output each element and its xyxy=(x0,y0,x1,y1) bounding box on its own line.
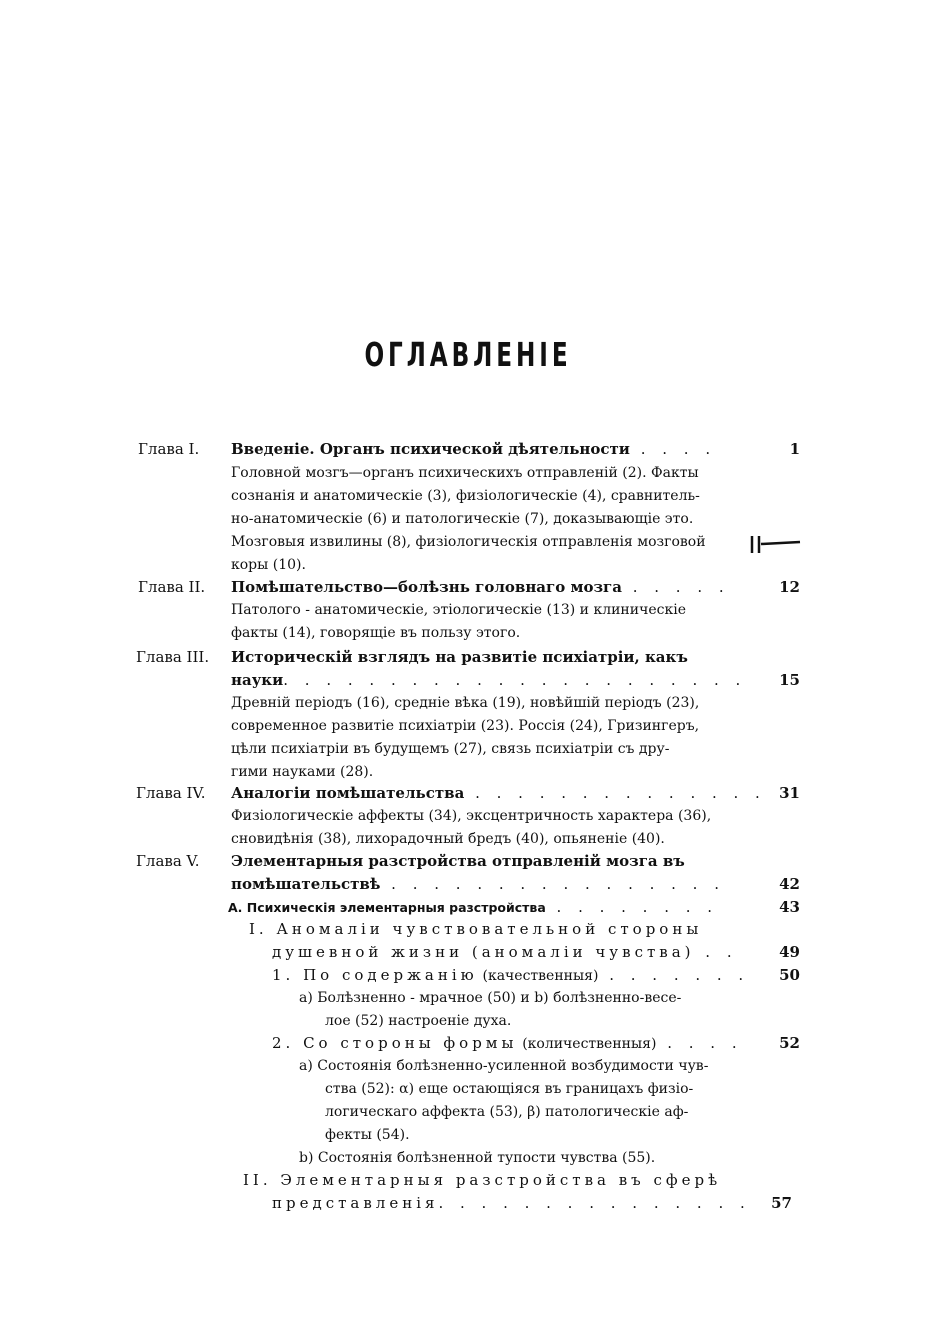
chapter-2-desc-2: факты (14), говорящіе въ пользу этого. xyxy=(231,625,521,641)
chapter-3-desc-2: современное развитіе психіатріи (23). Россія (24), Гризингеръ, xyxy=(231,718,700,734)
item-2-kind: (количественныя) xyxy=(522,1036,657,1052)
section-a xyxy=(228,896,718,919)
item-2-desc-5: b) Состоянія болѣзненной тупости чувства (55). xyxy=(299,1150,656,1166)
chapter-5-title-2: помѣшательствѣ xyxy=(231,875,381,893)
subsection-1-title-2: душевной жизни (аномаліи чувства) xyxy=(272,943,695,961)
item-1-page: 50 xyxy=(779,966,800,984)
chapter-1-desc-5: коры (10). xyxy=(231,557,306,573)
chapter-1-desc-3: но-анатомическіе (6) и патологическіе (7), доказывающіе это. xyxy=(231,511,694,527)
item-2-desc-1: a) Состоянія болѣзненно-усиленной возбудимости чув- xyxy=(299,1058,709,1074)
item-2-desc-3: логическаго аффекта (53), β) патологическіе аф- xyxy=(325,1104,689,1120)
page-title: ОГЛАВЛЕНІЕ xyxy=(364,335,572,374)
chapter-1-label: Глава I. xyxy=(138,440,200,458)
chapter-5-label: Глава V. xyxy=(136,852,200,870)
chapter-3-page: 15 xyxy=(779,671,800,689)
chapter-4-leader: . . . . . . . . . . . . . . xyxy=(464,784,766,802)
chapter-4-title: Аналогіи помѣшательства xyxy=(231,784,465,802)
item-2-leader: . . . . xyxy=(656,1034,743,1052)
subsection-2-title: II. Элементарныя разстройства въ сферѣ xyxy=(243,1171,722,1189)
item-2-desc-4: фекты (54). xyxy=(325,1127,410,1143)
subsection-1-leader: . . xyxy=(694,943,738,961)
chapter-3-desc-3: цѣли психіатріи въ будущемъ (27), связь психіатріи съ дру- xyxy=(231,741,670,757)
margin-mark-icon xyxy=(748,533,802,555)
chapter-5-title: Элементарныя разстройства отправленій мозга въ xyxy=(231,852,685,870)
chapter-4-heading xyxy=(231,782,766,805)
chapter-1-leader: . . . . xyxy=(629,440,717,458)
subsection-2-leader: . . . . . . . . . . . . . . . xyxy=(438,1194,751,1212)
section-a-leader: . . . . . . . . xyxy=(545,898,719,916)
chapter-2-leader: . . . . . xyxy=(621,578,730,596)
chapter-4-page: 31 xyxy=(779,784,800,802)
subsection-2-cont xyxy=(272,1192,751,1215)
chapter-2-desc-1: Патолого - анатомическіе, этіологическіе (13) и клиническіе xyxy=(231,602,686,618)
item-1-desc-1: a) Болѣзненно - мрачное (50) и b) болѣзненно-весе- xyxy=(299,990,682,1006)
item-2-desc-2: ства (52): α) еще остающіяся въ границахъ физіо- xyxy=(325,1081,694,1097)
chapter-3-title: Историческій взглядъ на развитіе психіатріи, какъ xyxy=(231,648,688,666)
chapter-4-desc-2: сновидѣнія (38), лихорадочный бредъ (40), опьяненіе (40). xyxy=(231,831,665,847)
chapter-3-title-2: науки xyxy=(231,671,284,689)
chapter-2-heading xyxy=(231,576,730,599)
chapter-5-page: 42 xyxy=(779,875,800,893)
item-1-title: 1. По содержанію xyxy=(272,966,478,984)
item-1-leader: . . . . . . . xyxy=(598,966,750,984)
chapter-4-desc-1: Физіологическіе аффекты (34), эксцентричность характера (36), xyxy=(231,808,712,824)
chapter-5-heading-cont xyxy=(231,873,725,896)
item-2 xyxy=(272,1032,743,1055)
subsection-1-page: 49 xyxy=(779,943,800,961)
chapter-3-desc-4: гими науками (28). xyxy=(231,764,374,780)
section-a-page: 43 xyxy=(779,898,800,916)
subsection-2-page: 57 xyxy=(771,1194,792,1212)
item-1-kind: (качественныя) xyxy=(482,968,599,984)
chapter-2-page: 12 xyxy=(779,578,800,596)
subsection-1-title: I. Аномаліи чувствовательной стороны xyxy=(249,920,703,938)
item-1-desc-2: лое (52) настроеніе духа. xyxy=(325,1013,512,1029)
chapter-2-label: Глава II. xyxy=(138,578,206,596)
chapter-5-leader: . . . . . . . . . . . . . . . . xyxy=(380,875,725,893)
chapter-1-title: Введеніе. Органъ психической дѣятельности xyxy=(231,440,630,458)
chapter-3-desc-1: Древній періодъ (16), средніе вѣка (19), новѣйшій періодъ (23), xyxy=(231,695,700,711)
chapter-1-heading xyxy=(231,438,716,461)
chapter-3-label: Глава III. xyxy=(136,648,210,666)
item-1 xyxy=(272,964,749,987)
item-2-page: 52 xyxy=(779,1034,800,1052)
item-2-title: 2. Со стороны формы xyxy=(272,1034,518,1052)
chapter-2-title: Помѣшательство—болѣзнь головнаго мозга xyxy=(231,578,622,596)
chapter-1-page: 1 xyxy=(789,440,800,458)
chapter-4-label: Глава IV. xyxy=(136,784,206,802)
chapter-3-heading-cont xyxy=(231,669,746,692)
section-a-title: А. Психическія элементарныя разстройства xyxy=(228,900,546,915)
subsection-1-cont xyxy=(272,941,738,964)
subsection-2-title-2: представленія xyxy=(272,1194,439,1212)
chapter-3-leader: . . . . . . . . . . . . . . . . . . . . . . xyxy=(283,671,747,689)
chapter-1-desc-4: Мозговыя извилины (8), физіологическія отправленія мозговой xyxy=(231,534,706,550)
chapter-1-desc-1: Головной мозгъ—органъ психическихъ отправленій (2). Факты xyxy=(231,465,699,481)
chapter-1-desc-2: сознанія и анатомическіе (3), физіологическіе (4), сравнитель- xyxy=(231,488,700,504)
